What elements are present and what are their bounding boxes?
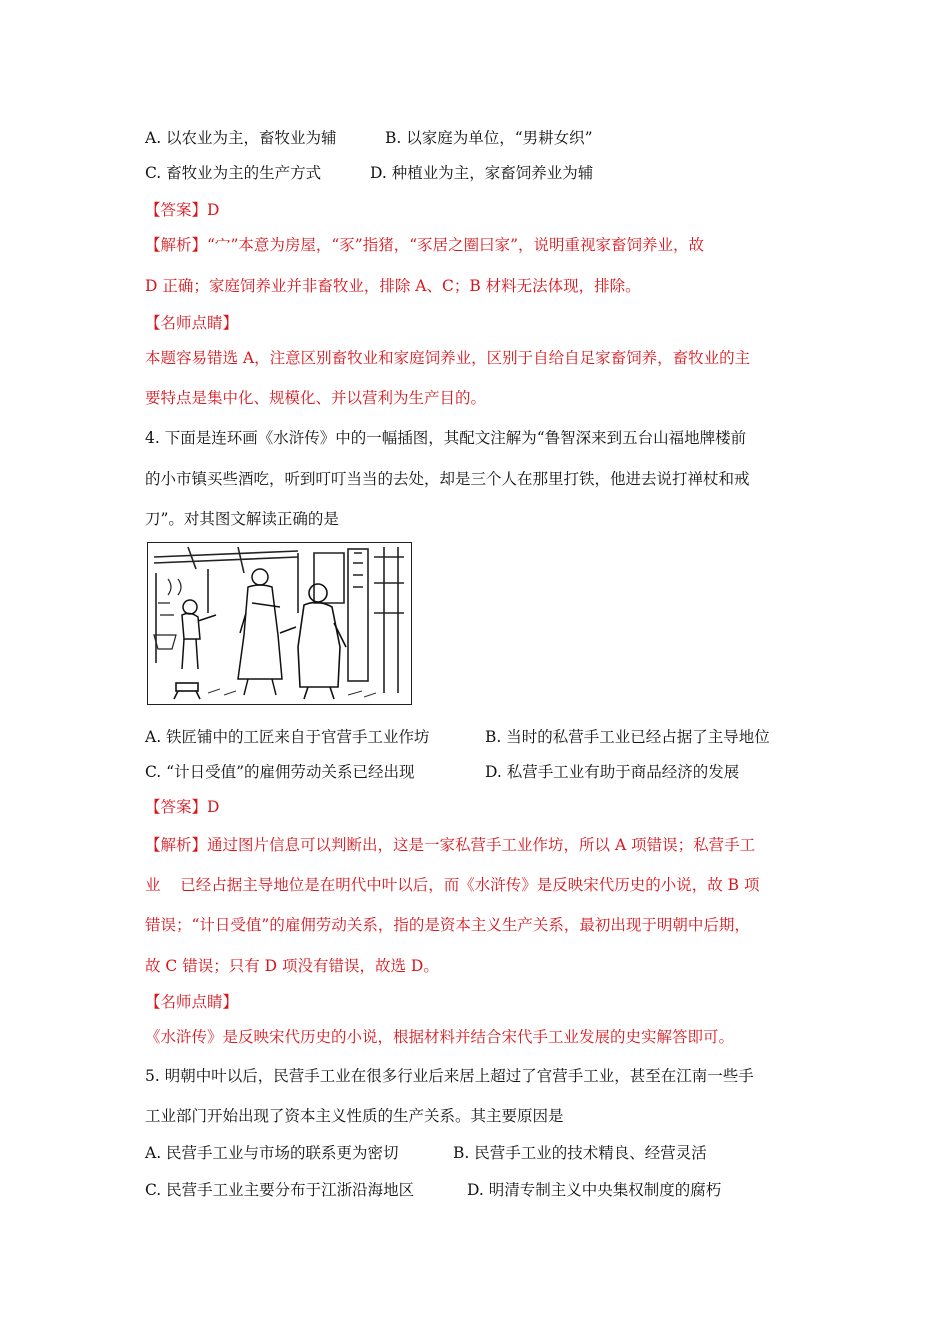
q3-analysis-label: 【解析】 <box>145 236 208 254</box>
q4-stem-line2: 的小市镇买些酒吃，听到叮叮当当的去处，却是三个人在那里打铁，他进去说打禅杖和戒 <box>145 470 750 488</box>
q3-answer-label: 【答案】 <box>145 201 208 219</box>
q4-option-d: D. 私营手工业有助于商品经济的发展 <box>485 763 740 781</box>
q3-analysis-line1 <box>145 235 704 255</box>
q5-option-d: D. 明清专制主义中央集权制度的腐朽 <box>467 1181 722 1199</box>
q3-analysis-line2: D 正确；家庭饲养业并非畜牧业，排除 A、C；B 材料无法体现，排除。 <box>145 277 641 295</box>
q5-option-c: C. 民营手工业主要分布于江浙沿海地区 <box>145 1181 415 1199</box>
q4-analysis-label: 【解析】 <box>145 836 208 854</box>
q3-analysis-text1: “宀”本意为房屋，“豕”指猪，“豕居之圈曰家”，说明重视家畜饲养业，故 <box>207 236 705 254</box>
water-margin-illustration <box>147 542 412 705</box>
q5-stem-line1: 5. 明朝中叶以后，民营手工业在很多行业后来居上超过了官营手工业，甚至在江南一些手 <box>145 1067 754 1085</box>
q3-options-row2 <box>145 163 594 183</box>
q4-tip-line1: 《水浒传》是反映宋代历史的小说，根据材料并结合宋代手工业发展的史实解答即可。 <box>145 1028 735 1046</box>
q4-option-a: A. 铁匠铺中的工匠来自于官营手工业作坊 <box>145 728 430 746</box>
q4-analysis-line3: 错误；“计日受值”的雇佣劳动关系，指的是资本主义生产关系，最初出现于明朝中后期， <box>145 916 750 934</box>
q3-option-c: C. 畜牧业为主的生产方式 <box>145 164 322 182</box>
q4-answer-label: 【答案】 <box>145 798 208 816</box>
q3-option-d: D. 种植业为主，家畜饲养业为辅 <box>370 164 594 182</box>
q4-option-c: C. “计日受值”的雇佣劳动关系已经出现 <box>145 763 415 781</box>
q4-analysis-text1: 通过图片信息可以判断出，这是一家私营手工业作坊，所以 A 项错误；私营手工 <box>207 836 756 854</box>
q3-option-a: A. 以农业为主，畜牧业为辅 <box>145 129 337 147</box>
q4-analysis-line2: 业 已经占据主导地位是在明代中叶以后，而《水浒传》是反映宋代历史的小说，故 B 项 <box>145 876 760 894</box>
q5-options-row1 <box>145 1143 707 1163</box>
q4-stem-line3: 刀”。对其图文解读正确的是 <box>145 510 339 528</box>
q5-stem-line2: 工业部门开始出现了资本主义性质的生产关系。其主要原因是 <box>145 1107 564 1125</box>
q5-option-b: B. 民营手工业的技术精良、经营灵活 <box>453 1144 707 1162</box>
illustration-drawing <box>148 543 411 704</box>
q4-analysis-line4: 故 C 错误；只有 D 项没有错误，故选 D。 <box>145 957 439 975</box>
q5-option-a: A. 民营手工业与市场的联系更为密切 <box>145 1144 399 1162</box>
q3-option-b: B. 以家庭为单位，“男耕女织” <box>385 129 593 147</box>
q4-options-row2 <box>145 762 740 782</box>
q3-answer-value: D <box>207 201 220 219</box>
q4-answer-value: D <box>207 798 220 816</box>
q4-option-b: B. 当时的私营手工业已经占据了主导地位 <box>485 728 770 746</box>
q4-tip-label: 【名师点睛】 <box>145 993 239 1011</box>
q3-tip-line2: 要特点是集中化、规模化、并以营利为生产目的。 <box>145 389 487 407</box>
q4-options-row1 <box>145 727 770 747</box>
q3-options-row1 <box>145 128 593 148</box>
q3-tip-label: 【名师点睛】 <box>145 314 239 332</box>
q3-tip-line1: 本题容易错选 A，注意区别畜牧业和家庭饲养业，区别于自给自足家畜饲养，畜牧业的主 <box>145 349 751 367</box>
q4-analysis-line1 <box>145 835 755 855</box>
q3-answer <box>145 200 219 220</box>
q5-options-row2 <box>145 1180 722 1200</box>
q4-answer <box>145 797 219 817</box>
q4-stem-line1: 4. 下面是连环画《水浒传》中的一幅插图，其配文注解为“鲁智深来到五台山福地牌楼前 <box>145 429 747 447</box>
